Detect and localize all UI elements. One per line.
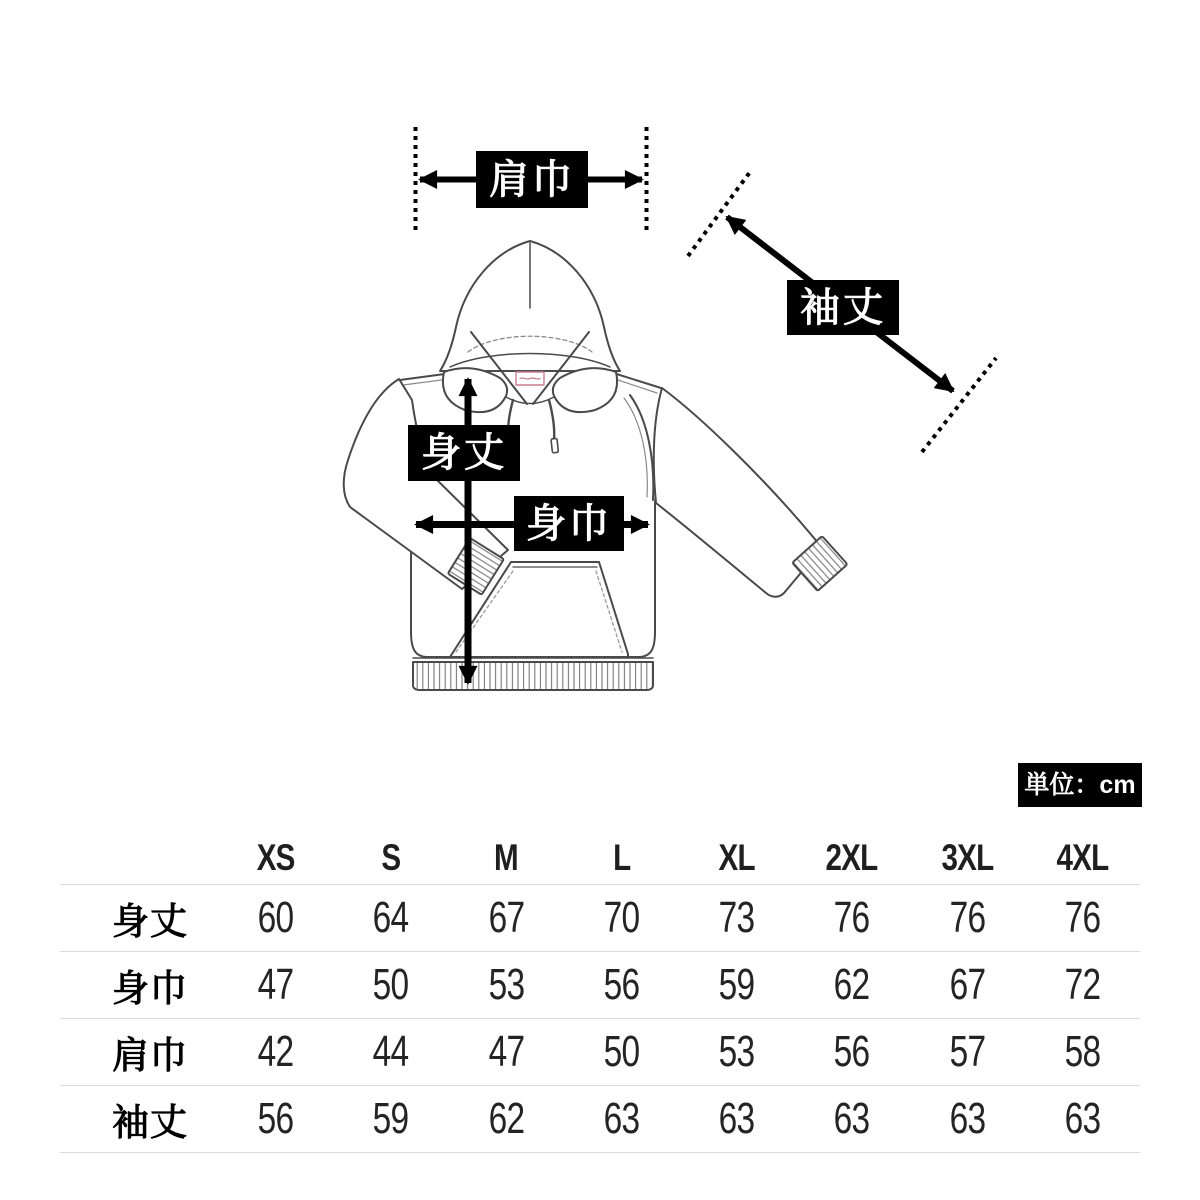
hoodie-brand-tag (516, 372, 544, 385)
sleeve-guide-top (688, 172, 750, 256)
size-table-header-row (60, 832, 1140, 885)
unit-badge-text: 単位：cm (1024, 770, 1136, 799)
cell: 67 (949, 960, 985, 1009)
cell: 60 (257, 893, 294, 942)
cell: 70 (603, 893, 640, 942)
size-table (60, 832, 1140, 1153)
cell: 62 (488, 1094, 524, 1143)
size-column-header-m: M (494, 837, 519, 878)
cell: 58 (1064, 1027, 1101, 1076)
cell: 63 (834, 1094, 870, 1143)
size-column-header-l: L (612, 837, 631, 878)
cell: 59 (373, 1094, 409, 1143)
cell: 63 (949, 1094, 985, 1143)
body-length-label-text: 身丈 (421, 431, 507, 475)
cell: 44 (373, 1027, 409, 1076)
row-label: 袖丈 (112, 1102, 188, 1143)
cell: 47 (257, 960, 294, 1009)
cell: 76 (834, 893, 870, 942)
size-column-header-3xl: 3XL (941, 837, 994, 878)
hoodie-hem-rib (413, 662, 653, 690)
body-length-label (408, 425, 520, 481)
cell: 67 (488, 893, 524, 942)
size-column-header-xs: XS (256, 837, 295, 878)
size-column-header-s: S (381, 837, 401, 878)
table-row-sleeve-length (60, 1086, 1140, 1153)
size-column-header-4xl: 4XL (1056, 837, 1109, 878)
cell: 53 (488, 960, 524, 1009)
row-label: 身丈 (112, 901, 188, 942)
table-row-shoulder-width (60, 1019, 1140, 1086)
cell: 59 (718, 960, 755, 1009)
cell: 50 (373, 960, 409, 1009)
shoulder-width-label (476, 151, 588, 208)
cell: 63 (1064, 1094, 1101, 1143)
cell: 63 (603, 1094, 640, 1143)
unit-badge (1018, 763, 1142, 807)
cell: 53 (718, 1027, 755, 1076)
row-label: 身巾 (112, 968, 188, 1009)
table-row-body-width (60, 952, 1140, 1019)
body-width-label (514, 496, 624, 551)
cell: 63 (718, 1094, 755, 1143)
sleeve-length-label (787, 280, 899, 335)
body-width-label-text: 身巾 (526, 501, 612, 546)
cell: 73 (718, 893, 755, 942)
cell: 64 (373, 893, 409, 942)
table-row-body-length (60, 885, 1140, 952)
cell: 56 (603, 960, 640, 1009)
cell: 57 (949, 1027, 985, 1076)
cell: 76 (1064, 893, 1101, 942)
cell: 50 (603, 1027, 640, 1076)
cell: 76 (949, 893, 985, 942)
cell: 56 (834, 1027, 870, 1076)
sleeve-length-label-text: 袖丈 (800, 285, 886, 330)
cell: 72 (1064, 960, 1101, 1009)
size-column-header-2xl: 2XL (825, 837, 878, 878)
cell: 56 (257, 1094, 294, 1143)
size-column-header-xl: XL (718, 837, 755, 878)
row-label: 肩巾 (112, 1035, 188, 1076)
shoulder-width-label-text: 肩巾 (489, 157, 575, 202)
cell: 42 (257, 1027, 294, 1076)
cell: 62 (834, 960, 870, 1009)
cell: 47 (488, 1027, 524, 1076)
